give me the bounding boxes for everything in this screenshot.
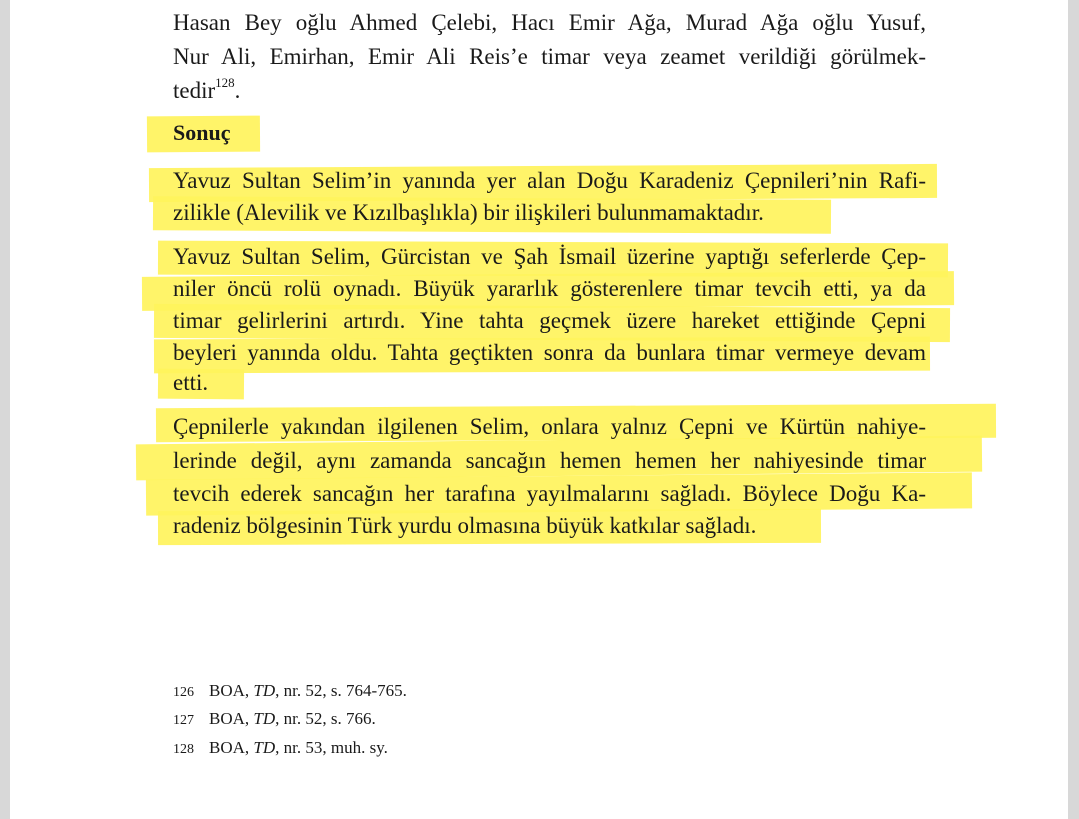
text-line: zilikle (Alevilik ve Kızılbaşlıkla) bir ilişkileri bulunmamaktadır. xyxy=(173,200,764,225)
footnote-detail: , nr. 53, muh. sy. xyxy=(275,738,388,757)
footnote-abbr: TD xyxy=(253,709,276,728)
footnote-source: BOA, xyxy=(209,738,254,757)
footnote-number: 126 xyxy=(173,685,194,700)
text-line: Nur Ali, Emirhan, Emir Ali Reis’e timar veya zeamet verildiği görülmek- xyxy=(173,44,926,69)
text-line: Çepnilerle yakından ilgilenen Selim, onlara yalnız Çepni ve Kürtün nahiye- xyxy=(173,414,926,439)
text-line: tevcih ederek sancağın her tarafına yayılmalarını sağladı. Böylece Doğu Ka- xyxy=(173,481,926,506)
footnote-source: BOA, xyxy=(209,709,254,728)
text-line: timar gelirlerini artırdı. Yine tahta geçmek üzere hareket ettiğinde Çepni xyxy=(173,308,926,333)
footnote-source: BOA, xyxy=(209,681,254,700)
text-line: niler öncü rolü oynadı. Büyük yararlık gösterenlere timar tevcih etti, ya da xyxy=(173,276,926,301)
footnote-number: 128 xyxy=(173,742,194,757)
footnote-abbr: TD xyxy=(253,738,276,757)
text-line xyxy=(173,76,926,106)
text-line: radeniz bölgesinin Türk yurdu olmasına büyük katkılar sağladı. xyxy=(173,513,757,538)
footnote-detail: , nr. 52, s. 764-765. xyxy=(275,681,407,700)
footnote-reference[interactable]: 128 xyxy=(215,75,235,91)
footnote xyxy=(173,680,407,704)
footnote-detail: , nr. 52, s. 766. xyxy=(275,709,376,728)
text-line: Yavuz Sultan Selim’in yanında yer alan Doğu Karadeniz Çepnileri’nin Rafi- xyxy=(173,168,926,193)
footnote xyxy=(173,737,388,761)
text-line: beyleri yanında oldu. Tahta geçtikten sonra da bunlara timar vermeye devam xyxy=(173,340,926,365)
document-page xyxy=(10,0,1068,819)
footnote-number: 127 xyxy=(173,713,194,728)
text-fragment: . xyxy=(234,78,241,103)
text-line: Hasan Bey oğlu Ahmed Çelebi, Hacı Emir Ağa, Murad Ağa oğlu Yusuf, xyxy=(173,10,926,35)
text-line: etti. xyxy=(173,370,209,395)
footnote-abbr: TD xyxy=(253,681,276,700)
text-fragment: tedir xyxy=(173,78,216,103)
text-line: lerinde değil, aynı zamanda sancağın hemen hemen her nahiyesinde timar xyxy=(173,448,926,473)
text-line: Yavuz Sultan Selim, Gürcistan ve Şah İsmail üzerine yaptığı seferlerde Çep- xyxy=(173,244,926,269)
footnote xyxy=(173,708,376,732)
section-heading: Sonuç xyxy=(173,120,231,145)
